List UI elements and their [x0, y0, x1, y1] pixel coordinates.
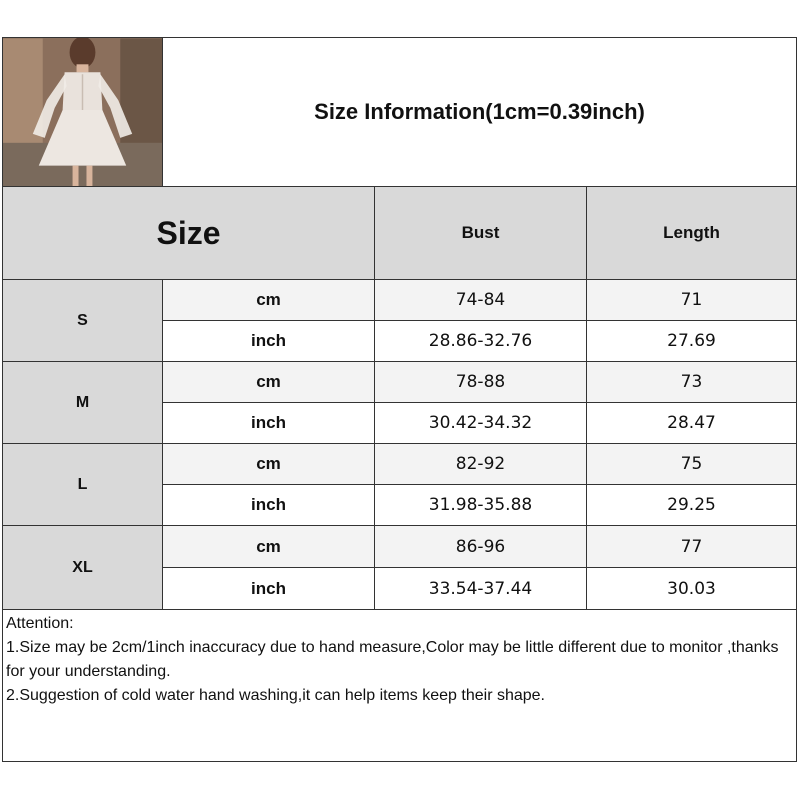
length-value: 30.03	[587, 568, 796, 610]
note-line-1: 1.Size may be 2cm/1inch inaccuracy due to hand measure,Color may be little different due to monitor ,thanks for your understanding.	[6, 639, 779, 680]
unit-label: cm	[163, 444, 375, 485]
bust-value: 28.86-32.76	[375, 321, 587, 362]
length-value: 27.69	[587, 321, 796, 362]
note-line-2: 2.Suggestion of cold water hand washing,it can help items keep their shape.	[6, 687, 545, 704]
length-value: 77	[587, 526, 796, 568]
bust-value: 31.98-35.88	[375, 485, 587, 526]
length-value: 73	[587, 362, 796, 403]
notes-heading: Attention:	[6, 615, 74, 632]
size-column-header: Size	[3, 187, 375, 280]
size-chart	[2, 37, 797, 762]
size-label: L	[3, 444, 163, 526]
attention-notes	[3, 610, 796, 761]
bust-value: 82-92	[375, 444, 587, 485]
length-value: 29.25	[587, 485, 796, 526]
unit-label: inch	[163, 321, 375, 362]
bust-value: 30.42-34.32	[375, 403, 587, 444]
size-label: S	[3, 280, 163, 362]
bust-value: 78-88	[375, 362, 587, 403]
length-value: 75	[587, 444, 796, 485]
product-photo	[3, 38, 163, 187]
length-column-header: Length	[587, 187, 796, 280]
bust-value: 33.54-37.44	[375, 568, 587, 610]
length-value: 71	[587, 280, 796, 321]
bust-value: 86-96	[375, 526, 587, 568]
unit-label: cm	[163, 280, 375, 321]
unit-label: inch	[163, 485, 375, 526]
size-label: XL	[3, 526, 163, 610]
page-title: Size Information(1cm=0.39inch)	[163, 38, 796, 187]
dress-illustration	[3, 38, 162, 187]
bust-value: 74-84	[375, 280, 587, 321]
bust-column-header: Bust	[375, 187, 587, 280]
size-label: M	[3, 362, 163, 444]
unit-label: inch	[163, 403, 375, 444]
unit-label: cm	[163, 526, 375, 568]
unit-label: inch	[163, 568, 375, 610]
length-value: 28.47	[587, 403, 796, 444]
unit-label: cm	[163, 362, 375, 403]
